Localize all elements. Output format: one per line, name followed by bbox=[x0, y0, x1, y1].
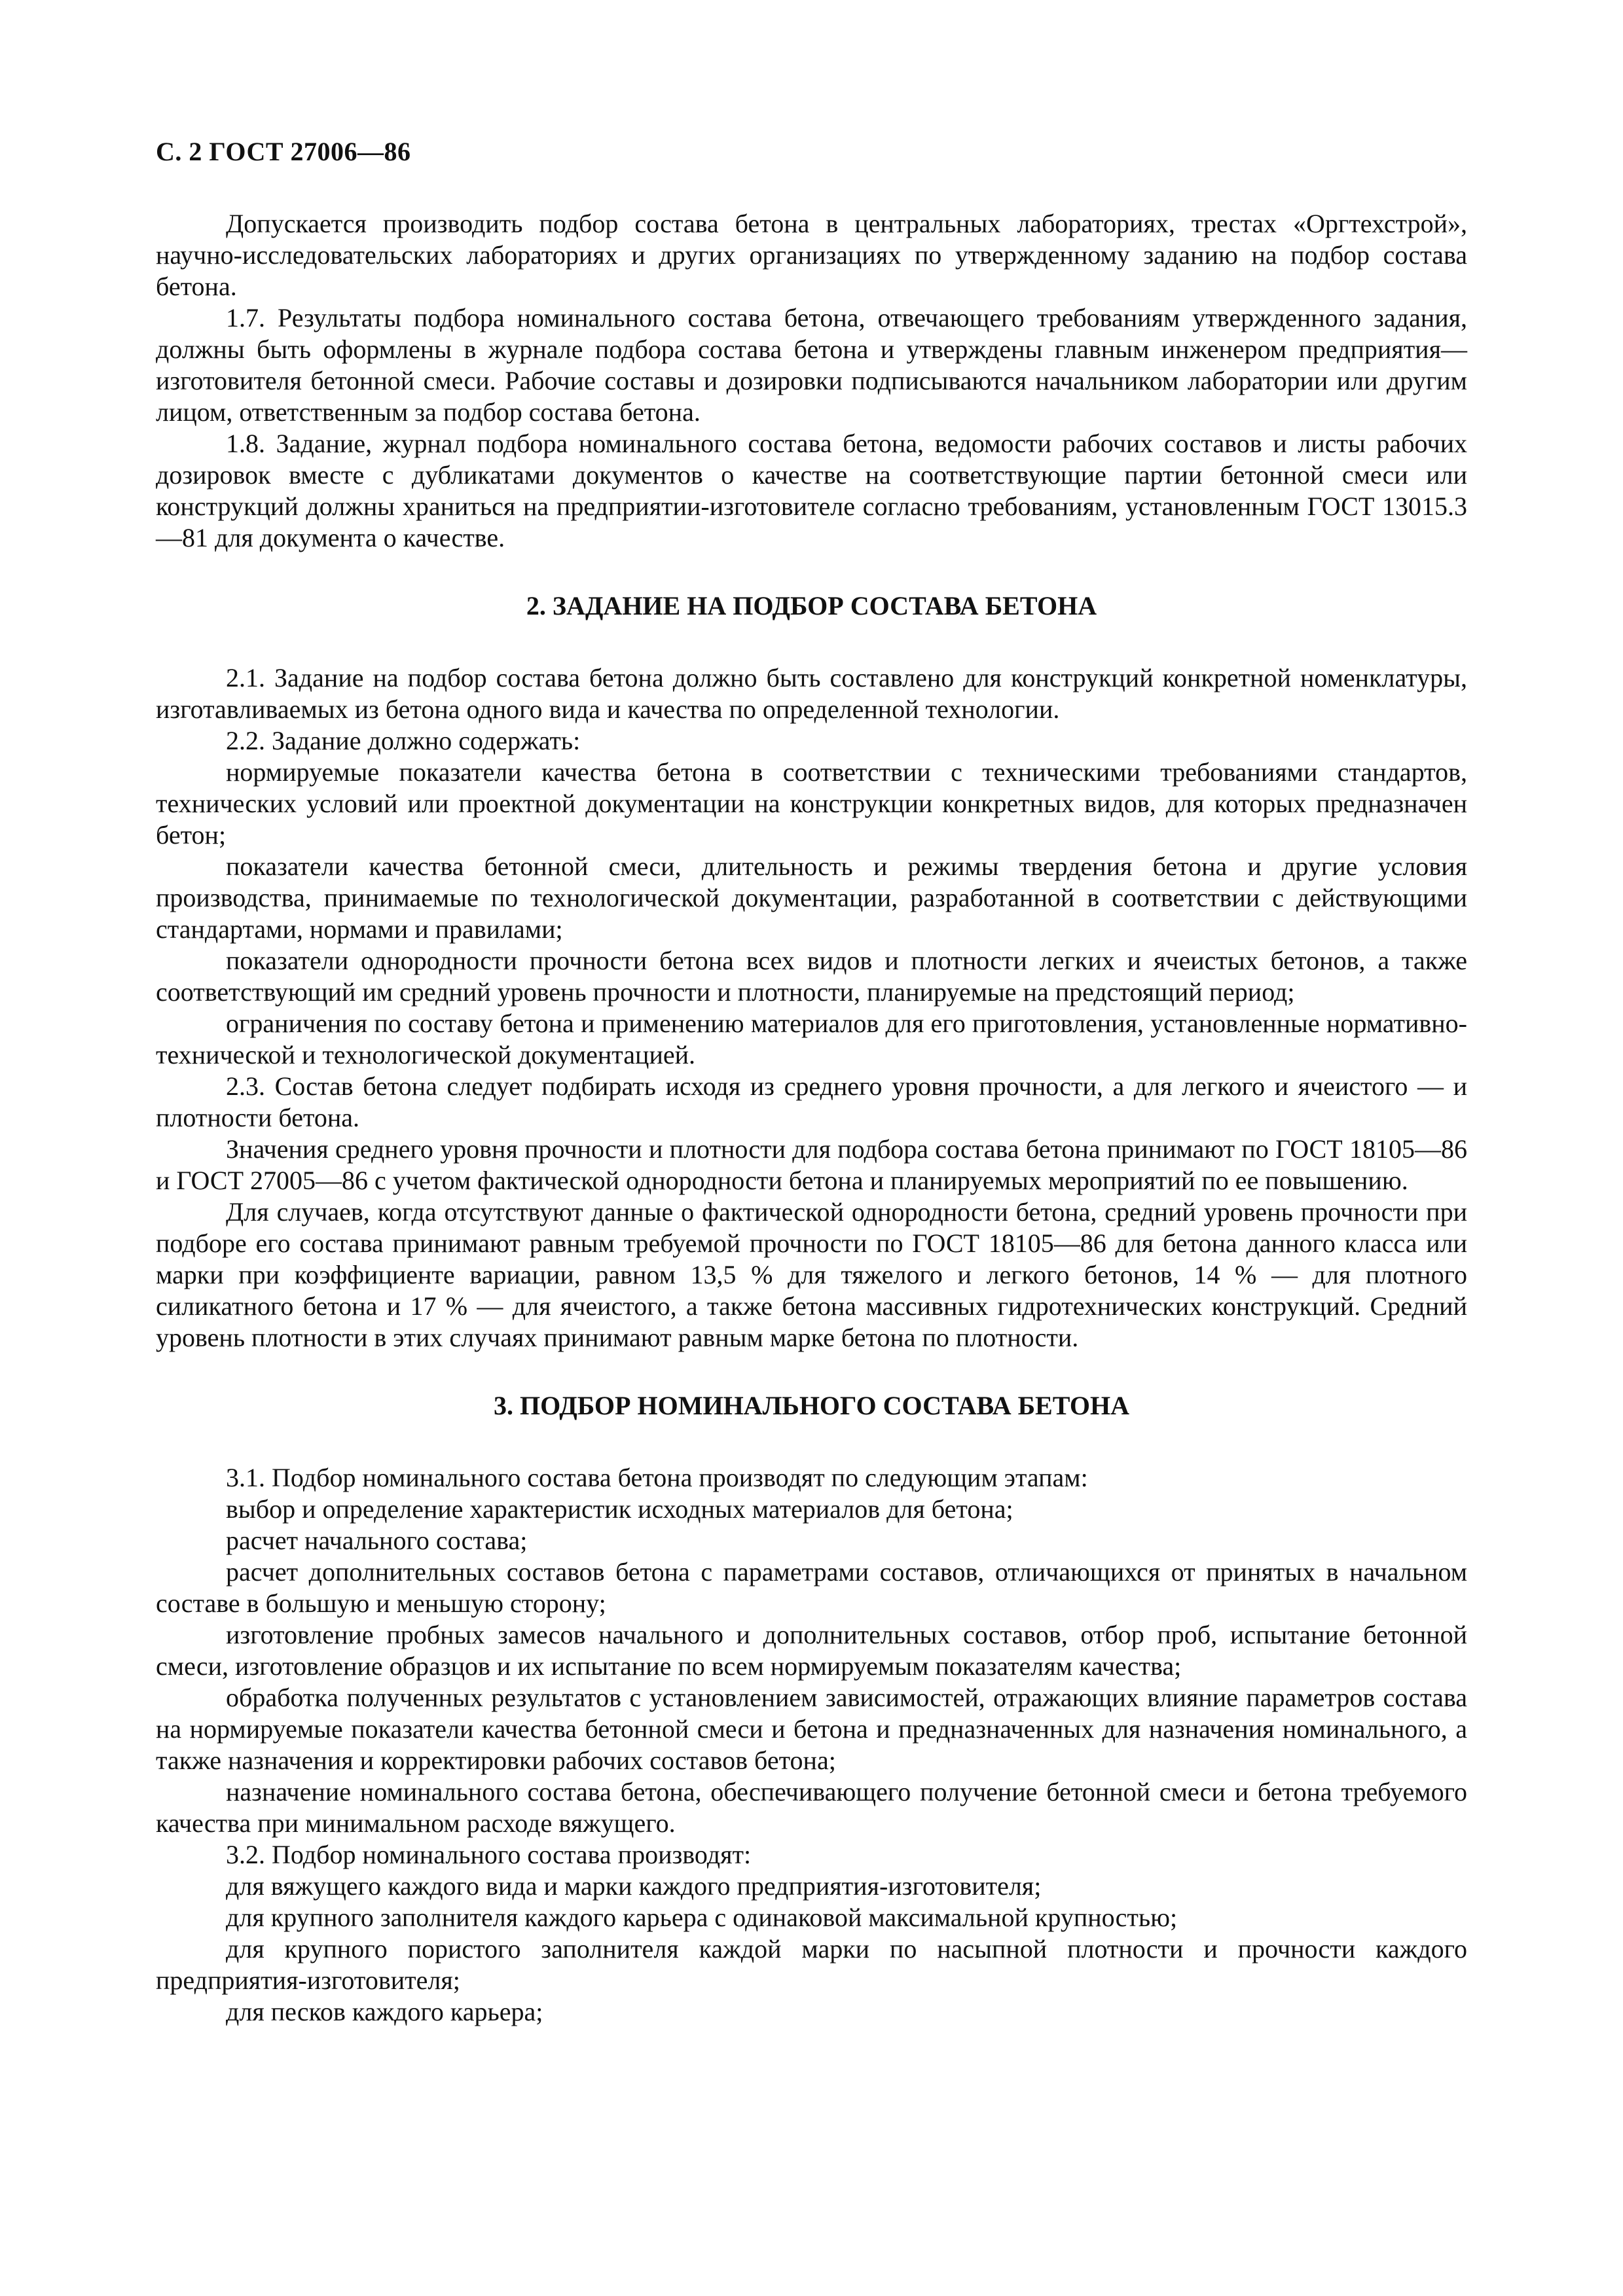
paragraph: 2.3. Состав бетона следует подбирать исходя из среднего уровня прочности, а для легкого и ячеистого — и плотности бетона. bbox=[156, 1071, 1467, 1132]
paragraph: 3.2. Подбор номинального состава производят: bbox=[226, 1840, 752, 1869]
document-body bbox=[156, 208, 1467, 2028]
page-header: С. 2 ГОСТ 27006—86 bbox=[156, 137, 411, 166]
paragraph: для крупного пористого заполнителя каждой марки по насыпной плотности и прочности каждого предприятия-изготовителя; bbox=[156, 1934, 1467, 1995]
paragraph: 1.8. Задание, журнал подбора номинального состава бетона, ведомости рабочих составов и листы рабочих дозировок вместе с дубликатами документов о качестве на соответствующие партии бетонной смеси или конструкций должны храниться на предприятии-изготовителе согласно требованиям, установленным ГОСТ 13015.3—81 для документа о качестве. bbox=[156, 429, 1467, 552]
paragraph: Допускается производить подбор состава бетона в центральных лабораториях, трестах «Оргтехстрой», научно-исследовательских лабораториях и других организациях по утвержденному заданию на подбор состава бетона. bbox=[156, 209, 1467, 301]
paragraph: показатели однородности прочности бетона всех видов и плотности легких и ячеистых бетонов, а также соответствующий им средний уровень прочности и плотности, планируемые на предстоящий период; bbox=[156, 946, 1467, 1007]
paragraph: показатели качества бетонной смеси, длительность и режимы твердения бетона и другие условия производства, принимаемые по технологической документации, разработанной в соответствии с действующими стандартами, нормами и правилами; bbox=[156, 852, 1467, 944]
section-2 bbox=[156, 662, 1467, 1354]
paragraph: Для случаев, когда отсутствуют данные о фактической однородности бетона, средний уровень прочности при подборе его состава принимают равным требуемой прочности по ГОСТ 18105—86 для бетона данного класса или марки при коэффициенте вариации, равном 13,5 % для тяжелого и легкого бетонов, 14 % — для плотного силикатного бетона и 17 % — для ячеистого, а также бетона массивных гидротехнических конструкций. Средний уровень плотности в этих случаях принимают равным марке бетона по плотности. bbox=[156, 1197, 1467, 1352]
paragraph: расчет дополнительных составов бетона с параметрами составов, отличающихся от принятых в начальном составе в большую и меньшую сторону; bbox=[156, 1557, 1467, 1618]
paragraph: 3.1. Подбор номинального состава бетона производят по следующим этапам: bbox=[226, 1463, 1088, 1492]
section-2-title: 2. ЗАДАНИЕ НА ПОДБОР СОСТАВА БЕТОНА bbox=[526, 591, 1097, 620]
paragraph: назначение номинального состава бетона, обеспечивающего получение бетонной смеси и бетона требуемого качества при минимальном расходе вяжущего. bbox=[156, 1777, 1467, 1838]
paragraph: Значения среднего уровня прочности и плотности для подбора состава бетона принимают по ГОСТ 18105—86 и ГОСТ 27005—86 с учетом фактической однородности бетона и планируемых мероприятий по ее повышению. bbox=[156, 1134, 1467, 1195]
paragraph: расчет начального состава; bbox=[226, 1526, 528, 1555]
section-3-title: 3. ПОДБОР НОМИНАЛЬНОГО СОСТАВА БЕТОНА bbox=[494, 1391, 1129, 1420]
paragraph: 1.7. Результаты подбора номинального состава бетона, отвечающего требованиям утвержденного задания, должны быть оформлены в журнале подбора состава бетона и утверждены главным инженером предприятия—изготовителя бетонной смеси. Рабочие составы и дозировки подписываются начальником лаборатории или другим лицом, ответственным за подбор состава бетона. bbox=[156, 303, 1467, 427]
paragraph: для крупного заполнителя каждого карьера с одинаковой максимальной крупностью; bbox=[226, 1903, 1178, 1932]
section-3 bbox=[156, 1462, 1467, 2028]
paragraph: изготовление пробных замесов начального и дополнительных составов, отбор проб, испытание бетонной смеси, изготовление образцов и их испытание по всем нормируемым показателям качества; bbox=[156, 1620, 1467, 1681]
paragraph: 2.1. Задание на подбор состава бетона должно быть составлено для конструкций конкретной номенклатуры, изготавливаемых из бетона одного вида и качества по определенной технологии. bbox=[156, 663, 1467, 724]
section-1-continued bbox=[156, 208, 1467, 554]
paragraph: ограничения по составу бетона и применению материалов для его приготовления, установленные нормативно-технической и технологической документацией. bbox=[156, 1009, 1467, 1069]
paragraph: обработка полученных результатов с установлением зависимостей, отражающих влияние параметров состава на нормируемые показатели качества бетонной смеси и бетона и предназначенных для назначения номинального, а также назначения и корректировки рабочих составов бетона; bbox=[156, 1683, 1467, 1775]
paragraph: выбор и определение характеристик исходных материалов для бетона; bbox=[226, 1494, 1013, 1524]
paragraph: для вяжущего каждого вида и марки каждого предприятия-изготовителя; bbox=[226, 1871, 1042, 1901]
paragraph: 2.2. Задание должно содержать: bbox=[226, 726, 581, 755]
paragraph: для песков каждого карьера; bbox=[226, 1997, 543, 2026]
paragraph: нормируемые показатели качества бетона в соответствии с техническими требованиями стандартов, технических условий или проектной документации на конструкции конкретных видов, для которых предназначен бетон; bbox=[156, 757, 1467, 850]
